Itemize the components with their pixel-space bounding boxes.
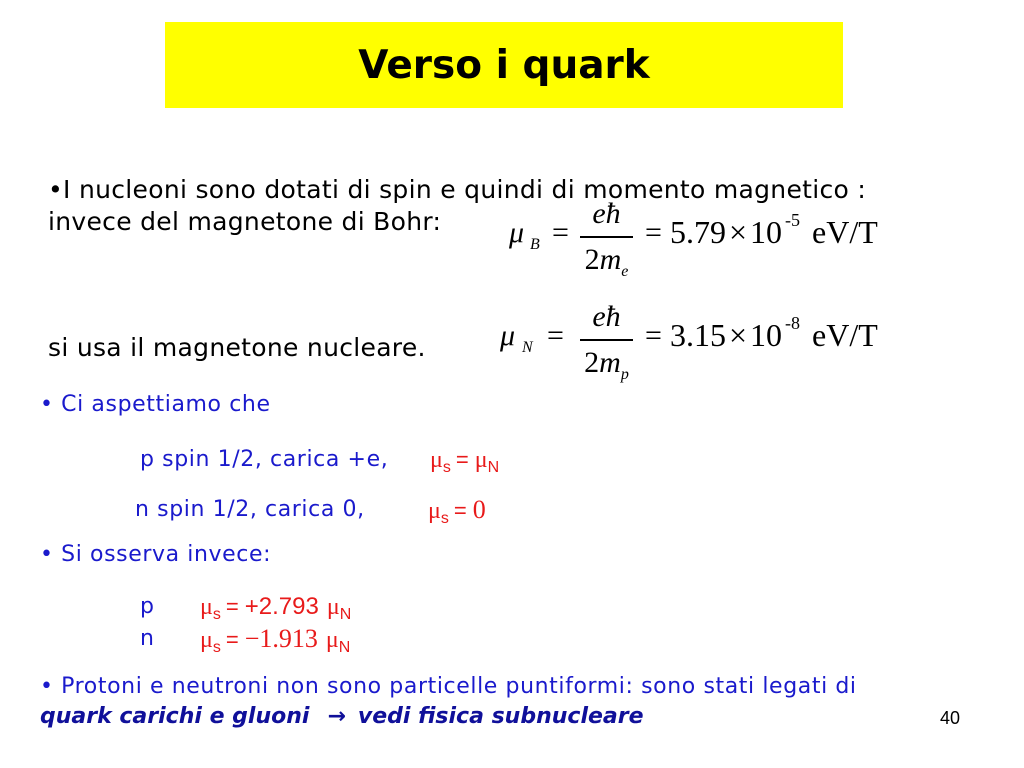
mu-symbol: μ <box>200 627 213 653</box>
nuclear-magneton-formula <box>500 300 885 383</box>
denominator-subscript: p <box>620 366 629 383</box>
arrow-right-icon: → <box>327 704 346 729</box>
value-exponent: -8 <box>785 313 800 333</box>
denominator-variable: m <box>599 243 622 276</box>
fraction-bar <box>580 339 633 341</box>
followup-text: vedi fisica subnucleare <box>357 704 644 729</box>
expected-neutron-label: n spin 1/2, carica 0, <box>135 497 365 522</box>
value-mantissa: 5.79 <box>670 214 726 250</box>
fraction-numerator: eħ <box>592 197 621 230</box>
denominator-variable: m <box>599 346 621 379</box>
formula-symbol-subscript: B <box>530 236 540 253</box>
spin-subscript: s <box>442 459 451 476</box>
nuclear-subscript: N <box>339 606 352 623</box>
value-unit: eV/T <box>812 214 878 250</box>
observed-proton-label: p <box>140 594 155 619</box>
formula-value <box>670 216 782 248</box>
equals-sign: = <box>225 594 239 619</box>
mu-symbol: μ <box>326 594 340 620</box>
observed-proton-moment <box>200 594 351 623</box>
nuclear-subscript: N <box>338 639 351 656</box>
expected-proton-label: p spin 1/2, carica +e, <box>140 447 389 472</box>
fraction-denominator <box>577 346 636 383</box>
spin-subscript: s <box>212 639 221 656</box>
fraction-numerator: eħ <box>592 300 621 333</box>
intro-line-bohr: invece del magnetone di Bohr: <box>48 207 442 236</box>
intro-line-spin: •I nucleoni sono dotati di spin e quindi di momento magnetico : <box>48 175 867 204</box>
denominator-subscript: e <box>621 263 629 280</box>
mu-symbol: μ <box>200 594 213 620</box>
equals-sign: = <box>453 498 467 523</box>
formula-symbol: μ <box>500 319 516 352</box>
value-mantissa: 3.15 <box>670 317 726 353</box>
value-unit: eV/T <box>812 317 878 353</box>
page-number: 40 <box>940 708 961 728</box>
observed-neutron-label: n <box>140 626 155 651</box>
expected-bullet: • Ci aspettiamo che <box>40 392 271 417</box>
equals-sign: = <box>552 216 569 249</box>
conclusion-emphasis-line <box>40 704 644 730</box>
observed-neutron-moment <box>200 626 350 656</box>
fraction-bar <box>580 236 633 238</box>
expected-neutron-moment <box>428 497 486 527</box>
bohr-magneton-formula <box>505 198 885 280</box>
expected-proton-moment <box>430 447 499 476</box>
times-sign: × <box>729 214 748 250</box>
emphasis-text: quark carichi e gluoni <box>40 704 310 729</box>
mu-symbol: μ <box>430 447 443 473</box>
times-sign: × <box>729 317 748 353</box>
title-banner <box>165 22 843 108</box>
moment-value: −1.913 <box>244 624 318 653</box>
observed-bullet: • Si osserva invece: <box>40 542 272 567</box>
value-base: 10 <box>750 214 783 250</box>
conclusion-bullet: • Protoni e neutroni non sono particelle puntiformi: sono stati legati di <box>40 674 857 699</box>
denominator-coefficient: 2 <box>584 346 600 379</box>
moment-value: +2.793 <box>244 593 319 620</box>
fraction-denominator <box>577 243 636 280</box>
equals-sign: = <box>645 319 662 352</box>
equals-sign: = <box>645 216 662 249</box>
spin-subscript: s <box>212 606 221 623</box>
equals-sign: = <box>225 627 239 652</box>
value-exponent: -5 <box>785 210 800 230</box>
moment-value: 0 <box>472 495 486 524</box>
mu-symbol: μ <box>474 447 488 473</box>
spin-subscript: s <box>440 510 449 527</box>
value-base: 10 <box>750 317 783 353</box>
formula-value <box>670 319 782 351</box>
formula-symbol-subscript: N <box>522 339 533 356</box>
slide-title: Verso i quark <box>358 42 650 88</box>
mu-symbol: μ <box>325 627 339 653</box>
denominator-coefficient: 2 <box>584 243 600 276</box>
nuclear-subscript: N <box>487 459 500 476</box>
equals-sign: = <box>547 319 564 352</box>
equals-sign: = <box>455 447 469 472</box>
intro-line-nuclear: si usa il magnetone nucleare. <box>48 333 426 362</box>
formula-symbol: μ <box>509 216 525 249</box>
mu-symbol: μ <box>428 498 441 524</box>
